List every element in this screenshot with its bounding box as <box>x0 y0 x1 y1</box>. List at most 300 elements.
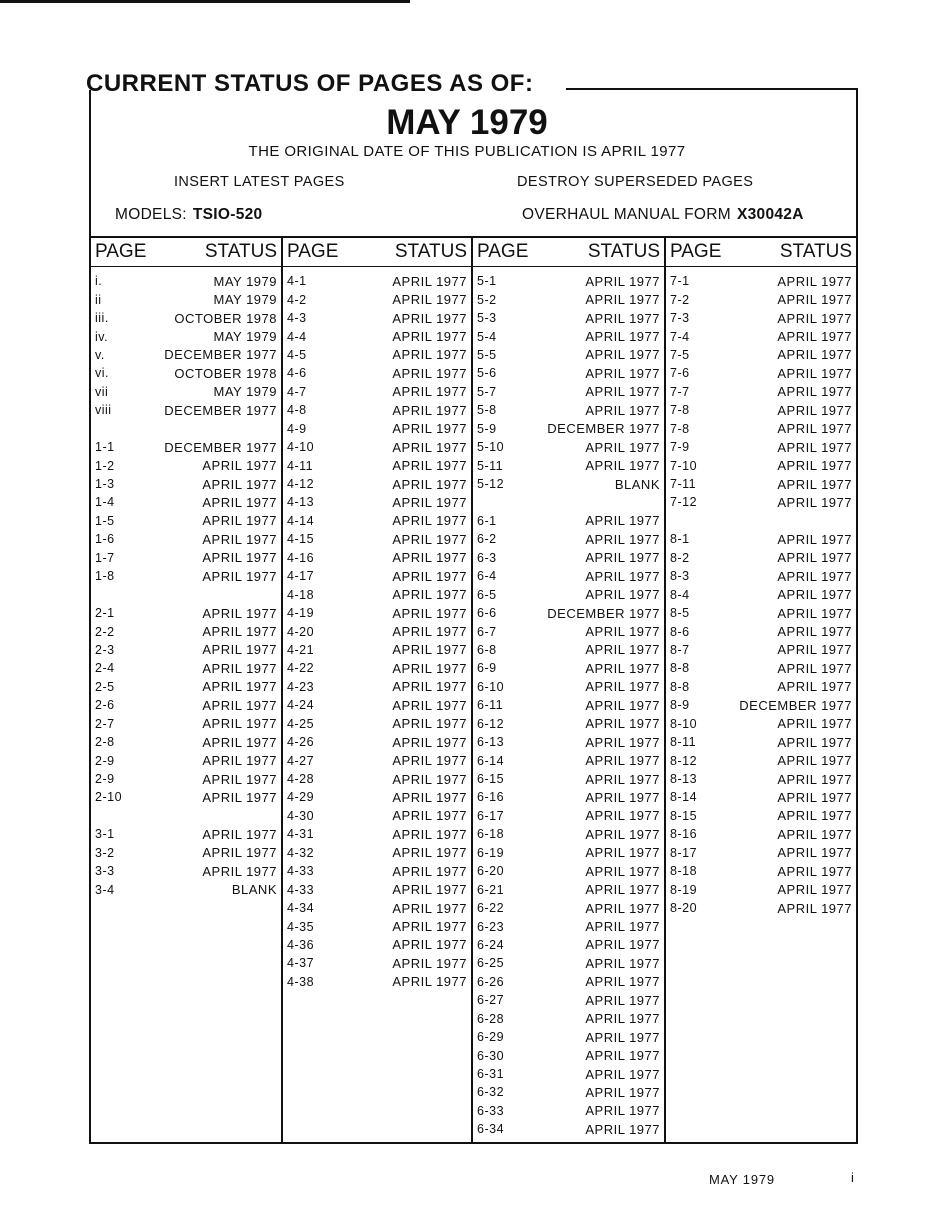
page-number: 4-20 <box>287 624 315 639</box>
table-row <box>91 807 281 825</box>
page-status: APRIL 1977 <box>777 421 852 437</box>
table-row <box>91 622 281 640</box>
page-status: OCTOBER 1978 <box>174 365 277 381</box>
page-number: 6-2 <box>477 532 497 547</box>
page-status: APRIL 1977 <box>202 845 277 861</box>
page-number: 6-1 <box>477 513 497 528</box>
page-number: 4-32 <box>287 845 315 860</box>
page-status: MAY 1979 <box>213 384 277 400</box>
page-number: 2-9 <box>95 772 115 787</box>
page-number: 4-12 <box>287 477 315 492</box>
page-status: APRIL 1977 <box>202 550 277 566</box>
page-number: 4-7 <box>287 384 307 399</box>
page-number: 5-6 <box>477 366 497 381</box>
table-row <box>473 954 664 972</box>
page-number: 1-4 <box>95 495 115 510</box>
table-row <box>91 309 281 327</box>
table-row <box>473 807 664 825</box>
table-row <box>666 862 856 880</box>
page-header: PAGE <box>670 241 722 262</box>
page-status: OCTOBER 1978 <box>174 310 277 326</box>
page-number: 4-13 <box>287 495 315 510</box>
page-status: APRIL 1977 <box>777 624 852 640</box>
page-number: 5-1 <box>477 274 497 289</box>
page-number: 5-4 <box>477 329 497 344</box>
table-row <box>283 549 471 567</box>
table-row <box>473 1102 664 1120</box>
column-header <box>473 238 664 266</box>
table-row <box>473 715 664 733</box>
page-status: APRIL 1977 <box>585 937 660 953</box>
page-status: DECEMBER 1977 <box>164 439 277 455</box>
page-status: APRIL 1977 <box>585 1121 660 1137</box>
status-rows <box>283 272 471 991</box>
page-number: 7-8 <box>670 403 690 418</box>
page-number: 1-2 <box>95 458 115 473</box>
table-row <box>283 936 471 954</box>
page-status: DECEMBER 1977 <box>547 421 660 437</box>
page-number: 5-7 <box>477 384 497 399</box>
page-status: APRIL 1977 <box>392 863 467 879</box>
page-status: APRIL 1977 <box>585 900 660 916</box>
table-row <box>666 346 856 364</box>
status-header: STATUS <box>394 241 467 262</box>
page-number: 3-1 <box>95 827 115 842</box>
page-status: APRIL 1977 <box>585 1084 660 1100</box>
page-number: 1-3 <box>95 477 115 492</box>
page-number: 4-33 <box>287 864 315 879</box>
page-status: DECEMBER 1977 <box>547 605 660 621</box>
table-row <box>91 549 281 567</box>
table-row <box>91 585 281 603</box>
page-number: 2-4 <box>95 661 115 676</box>
page-status: APRIL 1977 <box>777 458 852 474</box>
page-number: 3-2 <box>95 845 115 860</box>
page-number: 6-9 <box>477 661 497 676</box>
page-status: APRIL 1977 <box>392 494 467 510</box>
table-row <box>283 512 471 530</box>
page-status: APRIL 1977 <box>202 458 277 474</box>
table-row <box>666 622 856 640</box>
table-row <box>91 788 281 806</box>
page-status: APRIL 1977 <box>392 513 467 529</box>
page-number: 7-2 <box>670 292 690 307</box>
page-number: 6-22 <box>477 901 505 916</box>
page-number: 1-1 <box>95 440 115 455</box>
table-row <box>91 401 281 419</box>
page-number: 4-38 <box>287 974 315 989</box>
page-number: 6-4 <box>477 569 497 584</box>
page-status: APRIL 1977 <box>585 273 660 289</box>
column-header <box>91 238 281 266</box>
table-row <box>473 678 664 696</box>
table-row <box>91 512 281 530</box>
table-row <box>666 807 856 825</box>
table-row <box>666 272 856 290</box>
page-number: 5-3 <box>477 311 497 326</box>
page-status: APRIL 1977 <box>777 845 852 861</box>
page-number: 1-7 <box>95 550 115 565</box>
page-status: APRIL 1977 <box>585 882 660 898</box>
page-status: APRIL 1977 <box>585 402 660 418</box>
page-header: PAGE <box>95 241 147 262</box>
table-row <box>283 715 471 733</box>
page-number: 8-7 <box>670 642 690 657</box>
table-row <box>91 733 281 751</box>
page-status: APRIL 1977 <box>777 753 852 769</box>
page-status: APRIL 1977 <box>777 292 852 308</box>
page-status: APRIL 1977 <box>392 421 467 437</box>
page-status: APRIL 1977 <box>202 734 277 750</box>
page-status: APRIL 1977 <box>392 458 467 474</box>
table-row <box>91 770 281 788</box>
table-row <box>91 456 281 474</box>
page-number: 2-5 <box>95 679 115 694</box>
table-row <box>283 751 471 769</box>
table-row <box>473 1120 664 1138</box>
page-status: APRIL 1977 <box>202 605 277 621</box>
page-number: 4-2 <box>287 292 307 307</box>
table-row <box>666 290 856 308</box>
table-row <box>283 346 471 364</box>
page-status: APRIL 1977 <box>392 292 467 308</box>
page-status: APRIL 1977 <box>585 1103 660 1119</box>
page-number: 8-13 <box>670 772 698 787</box>
page-status: APRIL 1977 <box>392 439 467 455</box>
table-row <box>91 715 281 733</box>
page-status: APRIL 1977 <box>392 789 467 805</box>
page-status: APRIL 1977 <box>392 531 467 547</box>
page-number: 6-15 <box>477 772 505 787</box>
page-status: APRIL 1977 <box>777 679 852 695</box>
page-status: APRIL 1977 <box>392 402 467 418</box>
page-status: APRIL 1977 <box>777 439 852 455</box>
page-number: 5-2 <box>477 292 497 307</box>
page-number: 4-11 <box>287 458 314 473</box>
table-row <box>283 678 471 696</box>
page-status: APRIL 1977 <box>392 734 467 750</box>
page-status: APRIL 1977 <box>585 1011 660 1027</box>
footer-date: MAY 1979 <box>709 1172 775 1187</box>
page-number: 8-17 <box>670 845 698 860</box>
table-row <box>283 272 471 290</box>
page-number: 6-27 <box>477 993 505 1008</box>
table-row <box>473 733 664 751</box>
page-status: APRIL 1977 <box>585 753 660 769</box>
page-number: 4-33 <box>287 882 315 897</box>
table-row <box>666 567 856 585</box>
page-status: APRIL 1977 <box>585 384 660 400</box>
table-row <box>666 751 856 769</box>
table-row <box>283 862 471 880</box>
page-status: APRIL 1977 <box>202 753 277 769</box>
page-number: 6-29 <box>477 1030 505 1045</box>
page-number: 2-2 <box>95 624 115 639</box>
table-row <box>283 973 471 991</box>
models-line <box>115 206 262 224</box>
page-status: APRIL 1977 <box>585 550 660 566</box>
page-status: APRIL 1977 <box>585 292 660 308</box>
page-status: APRIL 1977 <box>585 310 660 326</box>
table-row <box>283 825 471 843</box>
page-status: APRIL 1977 <box>202 716 277 732</box>
table-row <box>473 420 664 438</box>
table-row <box>666 825 856 843</box>
page-number: 4-17 <box>287 569 315 584</box>
page-number: 6-28 <box>477 1011 505 1026</box>
table-row <box>473 1028 664 1046</box>
table-row <box>283 493 471 511</box>
table-row <box>666 401 856 419</box>
page-status: APRIL 1977 <box>392 347 467 363</box>
page-number: 6-13 <box>477 735 505 750</box>
page-number: 8-5 <box>670 606 690 621</box>
page-number: 4-6 <box>287 366 307 381</box>
form-label: OVERHAUL MANUAL FORM <box>522 206 731 223</box>
page-status: APRIL 1977 <box>202 679 277 695</box>
table-row <box>283 788 471 806</box>
table-row <box>666 549 856 567</box>
page-status: APRIL 1977 <box>392 587 467 603</box>
page-number: 6-31 <box>477 1067 505 1082</box>
table-row <box>91 272 281 290</box>
page-number: 8-11 <box>670 735 697 750</box>
page-status: APRIL 1977 <box>392 808 467 824</box>
table-row <box>473 512 664 530</box>
table-row <box>666 788 856 806</box>
page-number: 4-19 <box>287 606 315 621</box>
page-number: 6-33 <box>477 1103 505 1118</box>
table-row <box>91 659 281 677</box>
table-row <box>91 290 281 308</box>
page-number: 2-8 <box>95 735 115 750</box>
models-label: MODELS: <box>115 206 187 223</box>
page-number: 8-19 <box>670 882 698 897</box>
table-row <box>473 530 664 548</box>
page-number: 6-10 <box>477 679 505 694</box>
table-row <box>91 567 281 585</box>
page-number: 4-35 <box>287 919 315 934</box>
table-row <box>473 475 664 493</box>
page-number: 6-24 <box>477 937 505 952</box>
page-status: APRIL 1977 <box>777 642 852 658</box>
table-row <box>666 493 856 511</box>
page-status: APRIL 1977 <box>202 531 277 547</box>
page-number: 7-5 <box>670 347 690 362</box>
page-number: 6-26 <box>477 974 505 989</box>
form-value: X30042A <box>736 206 804 223</box>
page-number: 6-11 <box>477 698 504 713</box>
page-status: APRIL 1977 <box>585 992 660 1008</box>
page-status: APRIL 1977 <box>777 771 852 787</box>
page-number: 8-10 <box>670 716 698 731</box>
page-status: APRIL 1977 <box>585 568 660 584</box>
insert-instruction: INSERT LATEST PAGES <box>174 174 345 190</box>
page-number: 4-10 <box>287 440 315 455</box>
page-status: DECEMBER 1977 <box>164 347 277 363</box>
page-status: APRIL 1977 <box>777 550 852 566</box>
page-status: APRIL 1977 <box>777 789 852 805</box>
page-status: APRIL 1977 <box>585 734 660 750</box>
page-number: 8-4 <box>670 587 690 602</box>
page-number: 6-20 <box>477 864 505 879</box>
table-row <box>666 364 856 382</box>
page-status: APRIL 1977 <box>392 310 467 326</box>
page-number: 8-15 <box>670 808 698 823</box>
page-status: APRIL 1977 <box>202 789 277 805</box>
page-number: 1-5 <box>95 513 115 528</box>
table-row <box>91 696 281 714</box>
page-number: 7-4 <box>670 329 690 344</box>
page-number: 4-37 <box>287 956 315 971</box>
page-number: 6-5 <box>477 587 497 602</box>
page-status: APRIL 1977 <box>777 494 852 510</box>
page-number: 8-8 <box>670 661 690 676</box>
page-status: APRIL 1977 <box>202 863 277 879</box>
table-row <box>666 696 856 714</box>
page-status: APRIL 1977 <box>392 937 467 953</box>
page-status: APRIL 1977 <box>202 494 277 510</box>
table-row <box>283 696 471 714</box>
table-row <box>666 733 856 751</box>
table-row <box>283 420 471 438</box>
page-number: 4-30 <box>287 808 315 823</box>
status-rows <box>473 272 664 1139</box>
page-status: MAY 1979 <box>213 329 277 345</box>
table-row <box>283 530 471 548</box>
page-number: 5-10 <box>477 440 505 455</box>
table-row <box>91 604 281 622</box>
page-number: 4-29 <box>287 790 315 805</box>
page-status: APRIL 1977 <box>777 365 852 381</box>
page-status: APRIL 1977 <box>392 568 467 584</box>
page-number: 3-4 <box>95 882 115 897</box>
form-line <box>522 206 804 224</box>
status-column <box>283 238 471 1138</box>
table-row <box>473 604 664 622</box>
page-status: APRIL 1977 <box>392 273 467 289</box>
page-number: 8-6 <box>670 624 690 639</box>
original-date-line: THE ORIGINAL DATE OF THIS PUBLICATION IS APRIL 1977 <box>248 143 686 160</box>
table-row <box>91 364 281 382</box>
page-number: 7-7 <box>670 384 690 399</box>
table-row <box>666 659 856 677</box>
page-number: 8-20 <box>670 901 698 916</box>
table-row <box>91 678 281 696</box>
page-status: APRIL 1977 <box>585 789 660 805</box>
page-status: APRIL 1977 <box>202 660 277 676</box>
status-header: STATUS <box>204 241 277 262</box>
page-number: 6-30 <box>477 1048 505 1063</box>
table-row <box>91 420 281 438</box>
table-row <box>666 585 856 603</box>
table-row <box>473 973 664 991</box>
page-status: APRIL 1977 <box>392 955 467 971</box>
table-row <box>473 917 664 935</box>
table-row <box>666 420 856 438</box>
table-row <box>473 585 664 603</box>
page-status: APRIL 1977 <box>202 513 277 529</box>
page-status: DECEMBER 1977 <box>739 697 852 713</box>
table-row <box>473 825 664 843</box>
table-row <box>473 1010 664 1028</box>
page-number: 7-12 <box>670 495 698 510</box>
table-row <box>283 290 471 308</box>
page-status: APRIL 1977 <box>585 587 660 603</box>
table-row <box>666 383 856 401</box>
table-row <box>473 696 664 714</box>
page-number: 4-24 <box>287 698 315 713</box>
destroy-instruction: DESTROY SUPERSEDED PAGES <box>517 174 754 190</box>
page-header: PAGE <box>477 241 529 262</box>
page-status: APRIL 1977 <box>202 771 277 787</box>
page-number: 6-17 <box>477 808 505 823</box>
table-row <box>283 641 471 659</box>
page-number: 4-16 <box>287 550 315 565</box>
page-status: APRIL 1977 <box>585 919 660 935</box>
page-status: APRIL 1977 <box>777 587 852 603</box>
table-row <box>473 899 664 917</box>
page-status: APRIL 1977 <box>777 863 852 879</box>
page-title: CURRENT STATUS OF PAGES AS OF: <box>86 70 534 97</box>
page-number: 6-8 <box>477 642 497 657</box>
page-status: APRIL 1977 <box>392 550 467 566</box>
page-status: APRIL 1977 <box>392 605 467 621</box>
table-row <box>283 880 471 898</box>
page-status: APRIL 1977 <box>585 365 660 381</box>
page-number: 4-36 <box>287 937 315 952</box>
table-row <box>473 936 664 954</box>
page-number: 4-22 <box>287 661 315 676</box>
page-number: 4-3 <box>287 311 307 326</box>
page-status: APRIL 1977 <box>392 384 467 400</box>
page-number: 8-3 <box>670 569 690 584</box>
page-number: 6-6 <box>477 606 497 621</box>
page-number: viii <box>95 403 112 418</box>
status-header: STATUS <box>587 241 660 262</box>
page-status: BLANK <box>614 476 660 492</box>
table-row <box>283 807 471 825</box>
table-row <box>91 880 281 898</box>
page-number: 7-10 <box>670 458 698 473</box>
page-number: i. <box>95 274 103 289</box>
page-number: v. <box>95 347 105 362</box>
page-number: 6-7 <box>477 624 497 639</box>
page-number: 4-4 <box>287 329 307 344</box>
table-row <box>473 622 664 640</box>
page-status: APRIL 1977 <box>777 808 852 824</box>
table-row <box>283 456 471 474</box>
page-number: 4-18 <box>287 587 315 602</box>
table-row <box>473 844 664 862</box>
page-number: 5-11 <box>477 458 504 473</box>
page-number: 4-28 <box>287 772 315 787</box>
page-status: APRIL 1977 <box>585 716 660 732</box>
page-number: 7-9 <box>670 440 690 455</box>
table-row <box>91 862 281 880</box>
page-number: iii. <box>95 311 109 326</box>
page-status: APRIL 1977 <box>777 476 852 492</box>
page-number: 4-8 <box>287 403 307 418</box>
page-status: APRIL 1977 <box>777 734 852 750</box>
page-status: APRIL 1977 <box>585 826 660 842</box>
page-status: MAY 1979 <box>213 273 277 289</box>
page-number: vi. <box>95 366 109 381</box>
table-row <box>91 844 281 862</box>
table-row <box>473 641 664 659</box>
page-status: APRIL 1977 <box>777 605 852 621</box>
page-number: 6-21 <box>477 882 505 897</box>
